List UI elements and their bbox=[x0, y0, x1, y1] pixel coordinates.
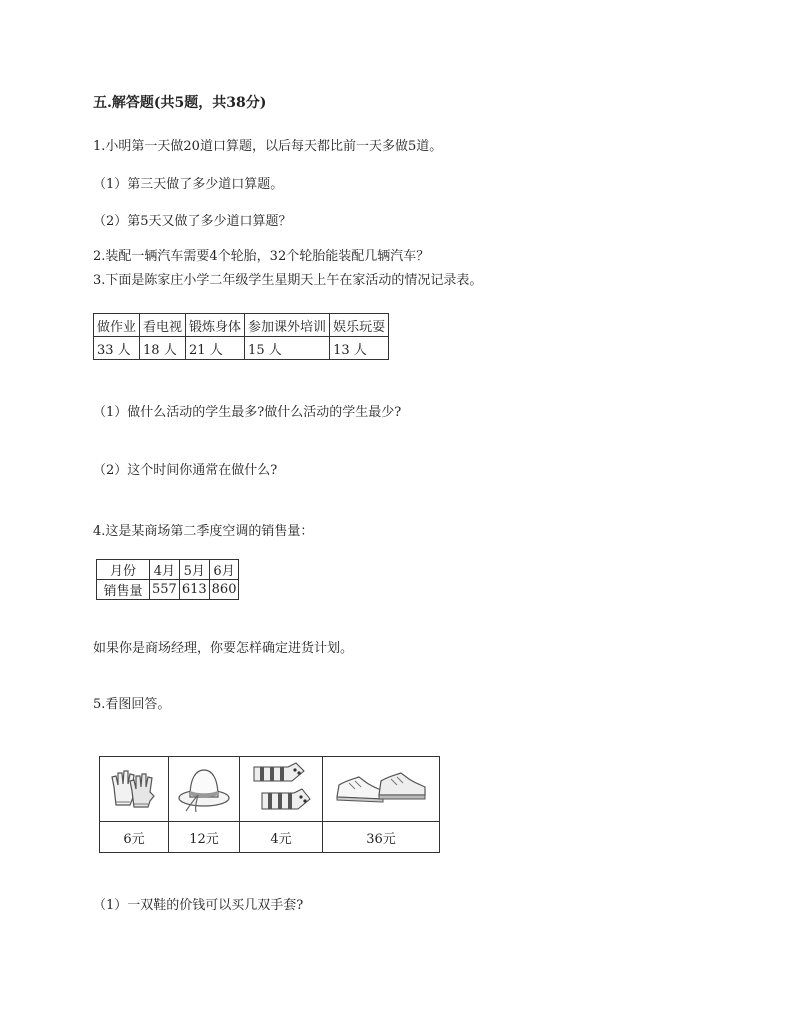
sales-cell: 613 bbox=[179, 580, 209, 600]
activity-table bbox=[93, 313, 389, 360]
sales-cell: 4月 bbox=[150, 560, 180, 580]
price-values-row bbox=[100, 822, 440, 853]
q3-stem: 3.下面是陈家庄小学二年级学生星期天上午在家活动的情况记录表。 bbox=[93, 273, 483, 288]
q1-sub2: （2）第5天又做了多少道口算题？ bbox=[93, 214, 292, 229]
q1-stem: 1.小明第一天做20道口算题，以后每天都比前一天多做5道。 bbox=[93, 139, 443, 154]
q2-stem: 2.装配一辆汽车需要4个轮胎，32个轮胎能装配几辆汽车？ bbox=[93, 249, 430, 264]
q5-stem: 5.看图回答。 bbox=[93, 697, 171, 712]
activity-header-cell: 娱乐玩耍 bbox=[330, 314, 389, 337]
activity-header-cell: 做作业 bbox=[94, 314, 140, 337]
activity-value-cell: 15 人 bbox=[245, 337, 330, 360]
price-table bbox=[99, 756, 440, 853]
price-pictures-row bbox=[100, 757, 440, 822]
sales-volume-row bbox=[97, 580, 239, 600]
q3-sub2: （2）这个时间你通常在做什么? bbox=[93, 463, 278, 478]
price-cell: 4元 bbox=[240, 822, 323, 853]
activity-value-cell: 18 人 bbox=[140, 337, 186, 360]
gloves-cell bbox=[100, 757, 169, 822]
activity-value-cell: 21 人 bbox=[186, 337, 245, 360]
q5-sub1: （1）一双鞋的价钱可以买几双手套? bbox=[93, 898, 304, 913]
activity-value-row bbox=[94, 337, 389, 360]
sales-cell: 销售量 bbox=[97, 580, 150, 600]
gloves-icon bbox=[108, 765, 160, 813]
activity-value-cell: 13 人 bbox=[330, 337, 389, 360]
socks-cell bbox=[240, 757, 323, 822]
price-cell: 36元 bbox=[323, 822, 440, 853]
price-cell: 12元 bbox=[169, 822, 240, 853]
activity-header-cell: 参加课外培训 bbox=[245, 314, 330, 337]
activity-header-cell: 看电视 bbox=[140, 314, 186, 337]
sales-cell: 5月 bbox=[179, 560, 209, 580]
sales-cell: 6月 bbox=[209, 560, 239, 580]
section-title: 五.解答题(共5题，共38分) bbox=[93, 95, 267, 111]
q4-stem: 4.这是某商场第二季度空调的销售量： bbox=[93, 524, 314, 539]
activity-header-cell: 锻炼身体 bbox=[186, 314, 245, 337]
sales-month-row bbox=[97, 560, 239, 580]
sales-cell: 月份 bbox=[97, 560, 150, 580]
activity-header-row bbox=[94, 314, 389, 337]
q4-question: 如果你是商场经理，你要怎样确定进货计划。 bbox=[93, 641, 354, 656]
sales-cell: 860 bbox=[209, 580, 239, 600]
activity-value-cell: 33 人 bbox=[94, 337, 140, 360]
hat-icon bbox=[176, 764, 232, 814]
sales-table bbox=[96, 559, 239, 600]
socks-icon bbox=[248, 761, 314, 817]
q3-sub1: （1）做什么活动的学生最多?做什么活动的学生最少? bbox=[93, 405, 402, 420]
shoes-icon bbox=[333, 769, 429, 809]
shoes-cell bbox=[323, 757, 440, 822]
sales-cell: 557 bbox=[150, 580, 180, 600]
hat-cell bbox=[169, 757, 240, 822]
price-cell: 6元 bbox=[100, 822, 169, 853]
q1-sub1: （1）第三天做了多少道口算题。 bbox=[93, 177, 284, 192]
